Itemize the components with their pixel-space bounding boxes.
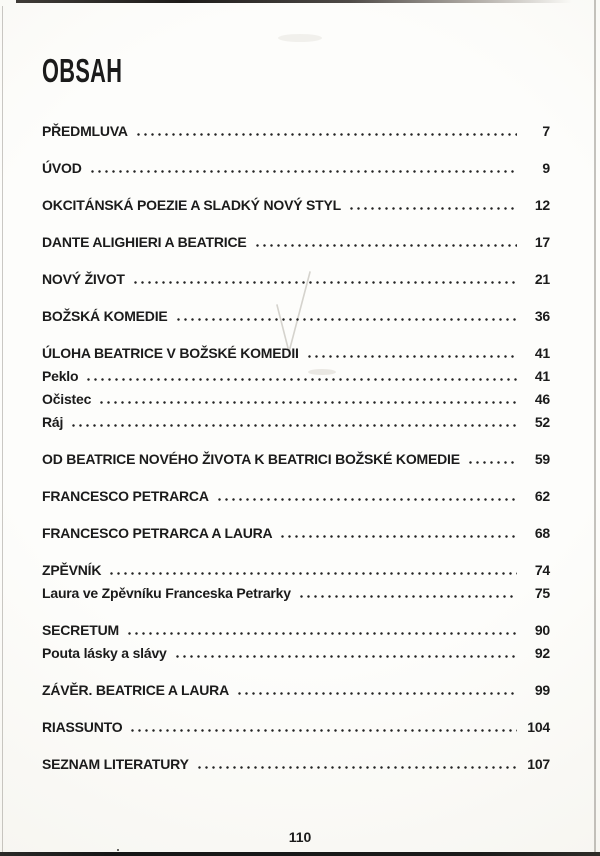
- dot-leader: [129, 729, 517, 732]
- dot-leader: [126, 632, 517, 635]
- toc-row: [42, 753, 550, 775]
- toc-row: [42, 305, 550, 327]
- toc-entry-label: RIASSUNTO: [42, 719, 123, 735]
- toc-row: [42, 619, 550, 641]
- toc-entry-page: 104: [527, 719, 550, 735]
- toc-entry-label: ÚLOHA BEATRICE V BOŽSKÉ KOMEDII: [42, 345, 299, 361]
- toc-row: [42, 642, 550, 664]
- toc-entry-label: ÚVOD: [42, 160, 82, 176]
- toc-entry-label: Ráj: [42, 414, 64, 430]
- page-title: OBSAH: [42, 52, 123, 89]
- toc-row: [42, 559, 550, 581]
- toc-entry-page: 68: [534, 525, 550, 541]
- dot-leader: [175, 318, 517, 321]
- dot-leader: [216, 498, 517, 501]
- dot-leader: [348, 207, 517, 210]
- toc-entry-page: 99: [534, 682, 550, 698]
- toc-entry-page: 41: [534, 345, 550, 361]
- scan-edge-bottom: [0, 852, 600, 856]
- toc-row: [42, 679, 550, 701]
- toc-entry-page: 36: [534, 308, 550, 324]
- toc-entry-page: 59: [534, 451, 550, 467]
- toc-entry-label: FRANCESCO PETRARCA: [42, 488, 209, 504]
- dot-leader: [85, 378, 517, 381]
- toc-entry-label: ZPĚVNÍK: [42, 562, 102, 578]
- toc-entry-page: 75: [534, 585, 550, 601]
- toc-entry-label: DANTE ALIGHIERI A BEATRICE: [42, 234, 247, 250]
- toc-entry-label: Očistec: [42, 391, 92, 407]
- toc-row: [42, 448, 550, 470]
- toc-row: [42, 120, 550, 142]
- toc-row: [42, 582, 550, 604]
- dot-leader: [298, 595, 517, 598]
- toc-row: [42, 522, 550, 544]
- toc-entry-label: OD BEATRICE NOVÉHO ŽIVOTA K BEATRICI BOŽSKÉ KOMEDIE: [42, 451, 460, 467]
- dot-leader: [467, 461, 517, 464]
- toc-entry-page: 41: [534, 368, 550, 384]
- toc-entry-label: SECRETUM: [42, 622, 119, 638]
- dot-leader: [89, 170, 517, 173]
- dot-leader: [279, 535, 517, 538]
- toc-entry-label: SEZNAM LITERATURY: [42, 756, 189, 772]
- toc-entry-label: OKCITÁNSKÁ POEZIE A SLADKÝ NOVÝ STYL: [42, 197, 342, 213]
- dot-leader: [254, 244, 517, 247]
- toc-entry-page: 107: [527, 756, 550, 772]
- toc-row: [42, 194, 550, 216]
- toc-row: [42, 485, 550, 507]
- toc-row: [42, 231, 550, 253]
- toc-entry-page: 46: [534, 391, 550, 407]
- toc-entry-page: 62: [534, 488, 550, 504]
- toc-row: [42, 268, 550, 290]
- toc-entry-page: 92: [534, 645, 550, 661]
- toc-entry-page: 9: [542, 160, 550, 176]
- toc-row: [42, 342, 550, 364]
- dot-leader: [70, 424, 517, 427]
- dot-leader: [98, 401, 517, 404]
- toc-row: [42, 388, 550, 410]
- toc-entry-page: 52: [534, 414, 550, 430]
- toc-row: [42, 157, 550, 179]
- toc-entry-label: Peklo: [42, 368, 79, 384]
- dot-leader: [174, 655, 517, 658]
- toc-entry-label: FRANCESCO PETRARCA A LAURA: [42, 525, 273, 541]
- toc-entry-label: PŘEDMLUVA: [42, 123, 128, 139]
- dot-leader: [108, 572, 517, 575]
- toc-row: [42, 365, 550, 387]
- toc-row: [42, 716, 550, 738]
- toc-entry-page: 7: [542, 123, 550, 139]
- dot-leader: [306, 355, 517, 358]
- footer-page-number: 110: [288, 829, 312, 845]
- toc-entry-page: 90: [534, 622, 550, 638]
- toc-entry-label: BOŽSKÁ KOMEDIE: [42, 308, 168, 324]
- toc-entry-label: Pouta lásky a slávy: [42, 645, 167, 661]
- toc-entry-label: ZÁVĚR. BEATRICE A LAURA: [42, 682, 229, 698]
- scan-speck: [117, 849, 119, 851]
- toc-entry-label: Laura ve Zpěvníku Franceska Petrarky: [42, 585, 291, 601]
- toc-row: [42, 411, 550, 433]
- toc-entry-label: NOVÝ ŽIVOT: [42, 271, 125, 287]
- toc-entry-page: 74: [534, 562, 550, 578]
- toc-entry-page: 12: [534, 197, 550, 213]
- dot-leader: [132, 281, 517, 284]
- toc-entry-page: 17: [534, 234, 550, 250]
- dot-leader: [236, 692, 517, 695]
- toc-entry-page: 21: [534, 271, 550, 287]
- toc-list: [42, 120, 550, 775]
- dot-leader: [196, 766, 517, 769]
- dot-leader: [135, 133, 517, 136]
